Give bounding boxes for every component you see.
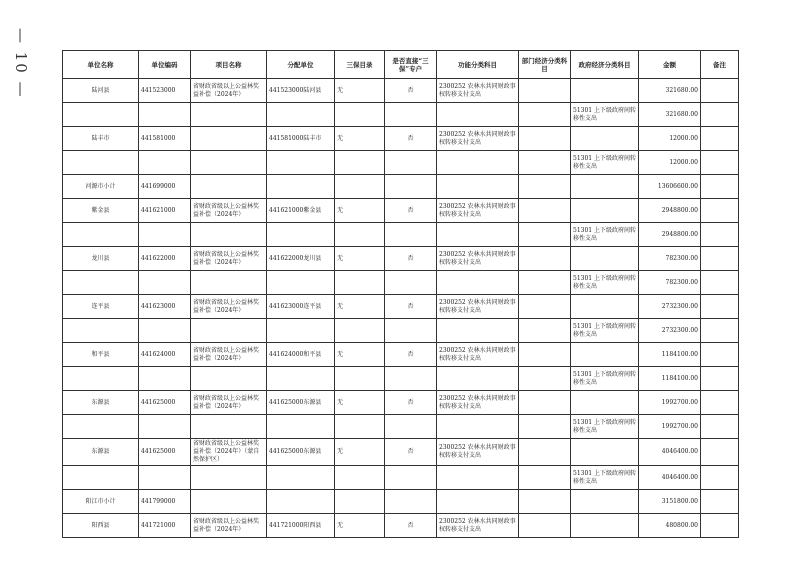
col-header-direct: 是否直接“三保”专户 — [385, 51, 437, 79]
cell-func: 2300252 农林水共同财政事权转移支付支出 — [437, 295, 519, 319]
cell-unit — [63, 103, 139, 127]
cell-func: 2300252 农林水共同财政事权转移支付支出 — [437, 391, 519, 415]
cell-note — [701, 439, 739, 466]
cell-amount: 12000.00 — [639, 127, 701, 151]
cell-direct: 否 — [385, 514, 437, 538]
cell-alloc: 441623000连平县 — [267, 295, 335, 319]
cell-code: 441621000 — [139, 199, 191, 223]
cell-direct: 否 — [385, 127, 437, 151]
cell-amount: 321680.00 — [639, 103, 701, 127]
cell-note — [701, 367, 739, 391]
cell-func — [437, 271, 519, 295]
cell-code: 441624000 — [139, 343, 191, 367]
cell-unit — [63, 319, 139, 343]
cell-alloc: 441625000东源县 — [267, 439, 335, 466]
cell-code: 441699000 — [139, 175, 191, 199]
table-row — [63, 103, 739, 127]
cell-amount: 2948800.00 — [639, 223, 701, 247]
cell-sanbao: 无 — [335, 439, 385, 466]
cell-direct — [385, 367, 437, 391]
cell-project — [191, 466, 267, 490]
cell-project — [191, 490, 267, 514]
cell-dept — [519, 367, 571, 391]
cell-sanbao: 无 — [335, 514, 385, 538]
cell-alloc — [267, 415, 335, 439]
cell-code — [139, 271, 191, 295]
table-row — [63, 175, 739, 199]
cell-unit: 和平县 — [63, 343, 139, 367]
cell-gov: 51301 上下级政府间转移性支出 — [571, 319, 639, 343]
table-row — [63, 439, 739, 466]
cell-project — [191, 319, 267, 343]
allocation-table — [62, 50, 739, 538]
cell-amount: 480800.00 — [639, 514, 701, 538]
cell-sanbao — [335, 466, 385, 490]
table-row — [63, 466, 739, 490]
cell-gov: 51301 上下级政府间转移性支出 — [571, 367, 639, 391]
cell-sanbao — [335, 490, 385, 514]
cell-func: 2300252 农林水共同财政事权转移支付支出 — [437, 247, 519, 271]
cell-func — [437, 319, 519, 343]
cell-gov — [571, 127, 639, 151]
cell-dept — [519, 295, 571, 319]
cell-sanbao: 无 — [335, 343, 385, 367]
cell-project — [191, 415, 267, 439]
cell-sanbao — [335, 175, 385, 199]
cell-sanbao: 无 — [335, 79, 385, 103]
table-row — [63, 79, 739, 103]
cell-unit — [63, 151, 139, 175]
cell-alloc — [267, 319, 335, 343]
cell-amount: 1184100.00 — [639, 343, 701, 367]
cell-code — [139, 367, 191, 391]
cell-note — [701, 103, 739, 127]
table-row — [63, 343, 739, 367]
cell-amount: 1184100.00 — [639, 367, 701, 391]
cell-unit: 陆河县 — [63, 79, 139, 103]
cell-dept — [519, 343, 571, 367]
col-header-dept: 部门经济分类科目 — [519, 51, 571, 79]
table-row — [63, 415, 739, 439]
cell-func — [437, 415, 519, 439]
cell-note — [701, 247, 739, 271]
cell-project — [191, 151, 267, 175]
cell-alloc — [267, 103, 335, 127]
table-row — [63, 151, 739, 175]
cell-sanbao — [335, 319, 385, 343]
cell-direct: 否 — [385, 295, 437, 319]
cell-unit — [63, 367, 139, 391]
table-row — [63, 367, 739, 391]
cell-alloc: 441625000东源县 — [267, 391, 335, 415]
cell-project — [191, 175, 267, 199]
cell-direct: 否 — [385, 343, 437, 367]
cell-func: 2300252 农林水共同财政事权转移支付支出 — [437, 439, 519, 466]
cell-amount: 321680.00 — [639, 79, 701, 103]
cell-code: 441623000 — [139, 295, 191, 319]
cell-code: 441721000 — [139, 514, 191, 538]
cell-note — [701, 391, 739, 415]
cell-amount: 3151800.00 — [639, 490, 701, 514]
cell-amount: 4046400.00 — [639, 439, 701, 466]
cell-gov: 51301 上下级政府间转移性支出 — [571, 103, 639, 127]
cell-gov — [571, 439, 639, 466]
cell-unit: 阳江市小计 — [63, 490, 139, 514]
cell-code: 441799000 — [139, 490, 191, 514]
cell-gov — [571, 490, 639, 514]
cell-alloc — [267, 466, 335, 490]
cell-alloc — [267, 223, 335, 247]
cell-direct: 否 — [385, 247, 437, 271]
cell-project: 省财政省级以上公益林奖益补偿（2024年） — [191, 295, 267, 319]
cell-note — [701, 127, 739, 151]
cell-direct — [385, 490, 437, 514]
cell-dept — [519, 223, 571, 247]
cell-direct — [385, 103, 437, 127]
cell-project: 省财政省级以上公益林奖益补偿（2024年） — [191, 343, 267, 367]
cell-direct — [385, 415, 437, 439]
cell-dept — [519, 514, 571, 538]
col-header-func: 功能分类科目 — [437, 51, 519, 79]
cell-gov: 51301 上下级政府间转移性支出 — [571, 271, 639, 295]
cell-alloc — [267, 175, 335, 199]
cell-note — [701, 151, 739, 175]
cell-project — [191, 271, 267, 295]
cell-amount: 1992700.00 — [639, 415, 701, 439]
cell-amount: 2732300.00 — [639, 319, 701, 343]
table-row — [63, 127, 739, 151]
cell-dept — [519, 175, 571, 199]
cell-direct — [385, 223, 437, 247]
cell-dept — [519, 199, 571, 223]
cell-amount: 13606600.00 — [639, 175, 701, 199]
cell-code: 441622000 — [139, 247, 191, 271]
table-row — [63, 514, 739, 538]
cell-note — [701, 175, 739, 199]
cell-unit — [63, 415, 139, 439]
cell-func: 2300252 农林水共同财政事权转移支付支出 — [437, 514, 519, 538]
cell-func: 2300252 农林水共同财政事权转移支付支出 — [437, 127, 519, 151]
cell-direct — [385, 319, 437, 343]
cell-code: 441625000 — [139, 439, 191, 466]
cell-dept — [519, 151, 571, 175]
cell-func — [437, 151, 519, 175]
cell-code: 441523000 — [139, 79, 191, 103]
cell-note — [701, 79, 739, 103]
cell-func — [437, 175, 519, 199]
table-row — [63, 271, 739, 295]
cell-alloc — [267, 271, 335, 295]
table-row — [63, 319, 739, 343]
cell-project — [191, 223, 267, 247]
col-header-alloc: 分配单位 — [267, 51, 335, 79]
col-header-note: 备注 — [701, 51, 739, 79]
cell-alloc: 441523000陆河县 — [267, 79, 335, 103]
cell-sanbao: 无 — [335, 295, 385, 319]
cell-note — [701, 490, 739, 514]
cell-dept — [519, 127, 571, 151]
cell-func — [437, 466, 519, 490]
cell-project — [191, 103, 267, 127]
cell-project: 省财政省级以上公益林奖益补偿（2024年） — [191, 391, 267, 415]
cell-dept — [519, 439, 571, 466]
cell-direct: 否 — [385, 199, 437, 223]
cell-dept — [519, 415, 571, 439]
col-header-code: 单位编码 — [139, 51, 191, 79]
cell-func: 2300252 农林水共同财政事权转移支付支出 — [437, 343, 519, 367]
cell-direct: 否 — [385, 79, 437, 103]
cell-sanbao — [335, 151, 385, 175]
cell-unit: 阳西县 — [63, 514, 139, 538]
cell-func — [437, 103, 519, 127]
cell-gov: 51301 上下级政府间转移性支出 — [571, 415, 639, 439]
cell-project: 省财政省级以上公益林奖益补偿（2024年） — [191, 514, 267, 538]
table-row — [63, 199, 739, 223]
cell-note — [701, 223, 739, 247]
cell-note — [701, 295, 739, 319]
cell-note — [701, 415, 739, 439]
cell-sanbao — [335, 223, 385, 247]
cell-unit: 东源县 — [63, 439, 139, 466]
cell-code — [139, 415, 191, 439]
table-row — [63, 295, 739, 319]
cell-gov — [571, 175, 639, 199]
cell-sanbao: 无 — [335, 247, 385, 271]
cell-alloc: 441622000龙川县 — [267, 247, 335, 271]
cell-note — [701, 466, 739, 490]
col-header-project: 项目名称 — [191, 51, 267, 79]
cell-sanbao: 无 — [335, 199, 385, 223]
table-row — [63, 391, 739, 415]
cell-amount: 782300.00 — [639, 271, 701, 295]
cell-direct — [385, 466, 437, 490]
table-row — [63, 223, 739, 247]
cell-amount: 782300.00 — [639, 247, 701, 271]
cell-project: 省财政省级以上公益林奖益补偿（2024年） — [191, 247, 267, 271]
cell-unit: 陆丰市 — [63, 127, 139, 151]
table-row — [63, 247, 739, 271]
cell-project — [191, 127, 267, 151]
cell-alloc: 441621000紫金县 — [267, 199, 335, 223]
cell-unit — [63, 271, 139, 295]
page-number: — 10 — — [12, 28, 30, 99]
cell-dept — [519, 247, 571, 271]
cell-unit: 龙川县 — [63, 247, 139, 271]
cell-gov: 51301 上下级政府间转移性支出 — [571, 151, 639, 175]
cell-unit: 东源县 — [63, 391, 139, 415]
cell-code — [139, 466, 191, 490]
cell-note — [701, 319, 739, 343]
cell-sanbao — [335, 103, 385, 127]
cell-dept — [519, 271, 571, 295]
cell-gov — [571, 343, 639, 367]
cell-direct: 否 — [385, 439, 437, 466]
cell-gov — [571, 79, 639, 103]
cell-amount: 4046400.00 — [639, 466, 701, 490]
cell-amount: 1992700.00 — [639, 391, 701, 415]
cell-note — [701, 199, 739, 223]
col-header-gov: 政府经济分类科目 — [571, 51, 639, 79]
cell-direct: 否 — [385, 391, 437, 415]
cell-func: 2300252 农林水共同财政事权转移支付支出 — [437, 79, 519, 103]
cell-amount: 2732300.00 — [639, 295, 701, 319]
cell-direct — [385, 271, 437, 295]
cell-code: 441581000 — [139, 127, 191, 151]
cell-note — [701, 514, 739, 538]
cell-dept — [519, 466, 571, 490]
cell-code — [139, 223, 191, 247]
cell-sanbao — [335, 415, 385, 439]
cell-project: 省财政省级以上公益林奖益补偿（2024年） — [191, 79, 267, 103]
cell-project: 省财政省级以上公益林奖益补偿（2024年）（蒙自然保护区） — [191, 439, 267, 466]
cell-alloc: 441721000阳西县 — [267, 514, 335, 538]
cell-unit: 连平县 — [63, 295, 139, 319]
cell-dept — [519, 391, 571, 415]
cell-dept — [519, 319, 571, 343]
cell-sanbao: 无 — [335, 391, 385, 415]
cell-amount: 12000.00 — [639, 151, 701, 175]
cell-gov: 51301 上下级政府间转移性支出 — [571, 223, 639, 247]
cell-code: 441625000 — [139, 391, 191, 415]
cell-unit: 紫金县 — [63, 199, 139, 223]
table-header-row — [63, 51, 739, 79]
cell-alloc — [267, 490, 335, 514]
cell-sanbao — [335, 271, 385, 295]
cell-gov — [571, 247, 639, 271]
cell-code — [139, 319, 191, 343]
cell-dept — [519, 103, 571, 127]
col-header-unit: 单位名称 — [63, 51, 139, 79]
cell-alloc: 441581000陆丰市 — [267, 127, 335, 151]
cell-gov — [571, 199, 639, 223]
cell-note — [701, 343, 739, 367]
cell-func — [437, 490, 519, 514]
cell-gov: 51301 上下级政府间转移性支出 — [571, 466, 639, 490]
cell-unit: 河源市小计 — [63, 175, 139, 199]
cell-alloc: 441624000和平县 — [267, 343, 335, 367]
cell-sanbao: 无 — [335, 127, 385, 151]
cell-gov — [571, 514, 639, 538]
cell-note — [701, 271, 739, 295]
cell-dept — [519, 490, 571, 514]
cell-func: 2300252 农林水共同财政事权转移支付支出 — [437, 199, 519, 223]
cell-gov — [571, 391, 639, 415]
col-header-amount: 金额 — [639, 51, 701, 79]
table-row — [63, 490, 739, 514]
cell-project: 省财政省级以上公益林奖益补偿（2024年） — [191, 199, 267, 223]
cell-amount: 2948800.00 — [639, 199, 701, 223]
cell-dept — [519, 79, 571, 103]
cell-alloc — [267, 151, 335, 175]
col-header-sanbao: 三保目录 — [335, 51, 385, 79]
cell-alloc — [267, 367, 335, 391]
cell-code — [139, 151, 191, 175]
cell-sanbao — [335, 367, 385, 391]
cell-direct — [385, 175, 437, 199]
cell-unit — [63, 223, 139, 247]
cell-code — [139, 103, 191, 127]
cell-gov — [571, 295, 639, 319]
cell-func — [437, 223, 519, 247]
cell-unit — [63, 466, 139, 490]
cell-project — [191, 367, 267, 391]
cell-direct — [385, 151, 437, 175]
cell-func — [437, 367, 519, 391]
